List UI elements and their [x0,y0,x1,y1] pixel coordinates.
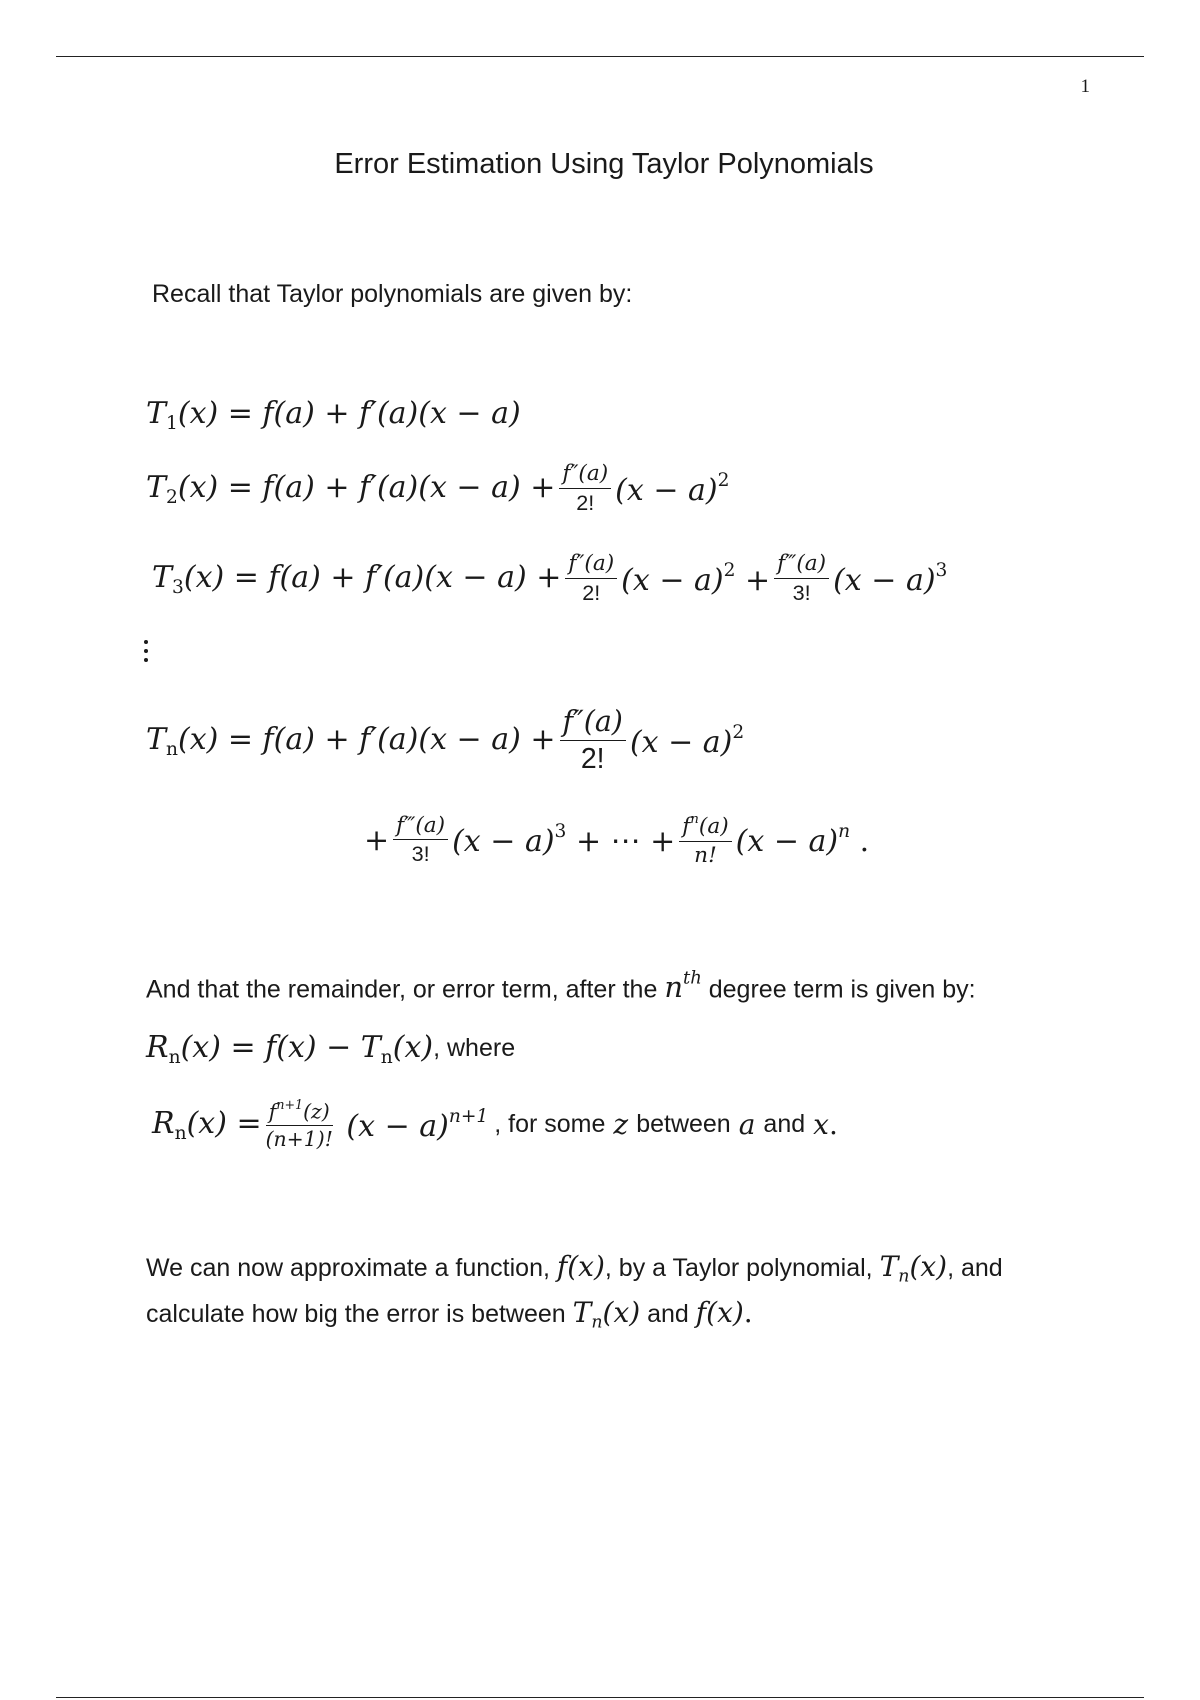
remainder-formula: $R_n(x)$ = $\frac{f^{n+1}(z)}{(n+1)!}$ $(x - a)^{n+1}$ , for some z between a and x . [152,1097,838,1151]
vertical-ellipsis [144,640,148,662]
remainder-intro: And that the remainder, or error term, after the $n^{th}$ degree term is given by: [146,968,976,1005]
equation-tn-line2: + $\frac{f‴(a)}{3!}$ $(x - a)^3$ + ⋯ + $\frac{f^n(a)}{n!}$ $(x - a)^n$ . [364,812,870,868]
closing-line-1: We can now approximate a function, f(x), by a Taylor polynomial, $T_n(x)$, and [146,1250,1003,1287]
remainder-definition: $R_n(x) = f(x) - T_n(x)$ , where [146,1030,516,1068]
header-rule [56,56,1144,57]
closing-line-2: calculate how big the error is between $T_n(x)$ and f(x). [146,1296,753,1333]
page-number: 1 [1080,76,1090,97]
equation-t1: $T_1(x) = f(a) + f'(a)(x - a)$ [146,396,521,434]
document-title: Error Estimation Using Taylor Polynomials [334,148,874,180]
equation-t3: $T_3(x) = f(a) + f'(a)(x - a)$ + $\frac{f''(a)}{2!}$ $(x - a)^2$ + $\frac{f‴(a)}{3!}$ $(x - a)^3$ [152,551,948,605]
equation-t2: $T_2(x) = f(a) + f'(a)(x - a)$ + $\frac{f''(a)}{2!}$ $(x - a)^2$ [146,461,730,515]
intro-text: Recall that Taylor polynomials are given by: [152,280,633,308]
footer-rule [56,1697,1144,1698]
equation-tn-line1: $T_n(x) = f(a) + f'(a)(x - a)$ + $\frac{f''(a)}{2!}$ $(x - a)^2$ [146,705,745,775]
